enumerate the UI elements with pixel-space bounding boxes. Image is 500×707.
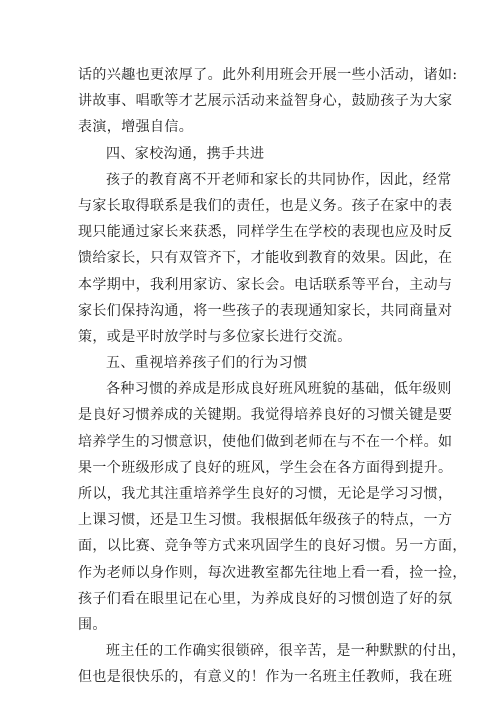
text-line: 话的兴趣也更浓厚了。此外利用班会开展一些小活动，诸如: xyxy=(78,67,458,83)
text-line: 与家长取得联系是我们的责任，也是义务。孩子在家中的表 xyxy=(78,197,453,214)
text-line: 是良好习惯养成的关键期。我觉得培养良好的习惯关键是要 xyxy=(78,407,453,424)
text-line: 所以，我尤其注重培养学生良好的习惯，无论是学习习惯， xyxy=(78,486,453,502)
text-line: 班主任的工作确实很锁碎，很辛苦，是一种默默的付出， xyxy=(106,643,466,660)
text-line: 孩子们看在眼里记在心里，为养成良好的习惯创造了好的氛 xyxy=(78,590,453,607)
text-line: 各种习惯的养成是形成良好班风班貌的基础，低年级则 xyxy=(106,381,452,398)
paragraph xyxy=(78,376,467,638)
text-line: 表演，增强自信。 xyxy=(78,119,194,136)
text-line: 围。 xyxy=(78,616,107,633)
section-heading xyxy=(78,141,423,167)
text-line: 上课习惯，还是卫生习惯。我根据低年级孩子的特点，一方 xyxy=(78,512,453,529)
section-heading-text: 五、重视培养孩子们的行为习惯 xyxy=(106,355,308,372)
text-line: 果一个班级形成了良好的班风，学生会在各方面得到提升。 xyxy=(78,459,453,476)
text-line: 作为老师以身作则，每次进教室都先往地上看一看，捡一捡， xyxy=(78,564,467,581)
text-line: 现只能通过家长来获悉，同样学生在学校的表现也应及时反 xyxy=(78,224,453,241)
paragraph xyxy=(78,638,466,690)
text-line: 但也是很快乐的，有意义的！作为一名班主任教师，我在班 xyxy=(78,669,453,686)
text-line: 策，或是平时放学时与多位家长进行交流。 xyxy=(78,328,352,345)
document-body xyxy=(78,62,467,691)
text-line: 本学期中，我利用家访、家长会。电话联系等平台，主动与 xyxy=(78,276,453,293)
text-line: 家长们保持沟通，将一些孩子的表现通知家长，共同商量对 xyxy=(78,302,453,319)
paragraph xyxy=(78,62,458,141)
text-line: 讲故事、唱歌等才艺展示活动来益智身心，鼓励孩子为大家 xyxy=(78,93,453,110)
text-line: 孩子的教育离不开老师和家长的共同协作，因此，经常 xyxy=(106,171,452,188)
section-heading xyxy=(78,350,423,376)
section-heading-text: 四、家校沟通，携手共进 xyxy=(106,145,265,162)
paragraph xyxy=(78,167,453,350)
text-line: 面，以比赛、竞争等方式来巩固学生的良好习惯。另一方面， xyxy=(78,538,467,555)
text-line: 馈给家长，只有双管齐下，才能收到教育的效果。因此，在 xyxy=(78,250,453,267)
text-line: 培养学生的习惯意识，使他们做到老师在与不在一个样。如 xyxy=(78,433,453,450)
